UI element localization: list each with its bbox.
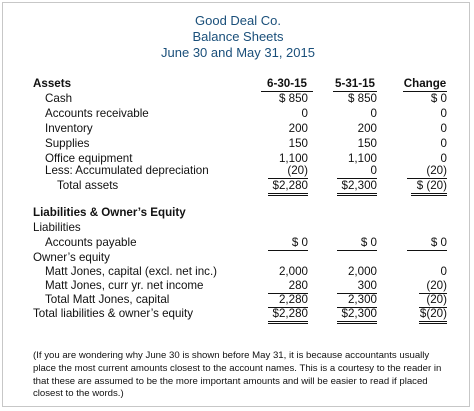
liabilities-equity-heading: Liabilities & Owner’s Equity [33, 206, 186, 219]
accounts-payable-6-30: $ 0 [268, 235, 308, 251]
total-liabilities-equity-row [3, 306, 473, 321]
asset-value-change: $ (20) [411, 178, 447, 196]
column-header-5-31-15: 5-31-15 [333, 76, 377, 92]
equity-value-change: (20) [419, 292, 447, 308]
equity-value-5-31: 2,300 [337, 292, 377, 308]
asset-label: Supplies [45, 137, 90, 150]
asset-value-change: 0 [440, 152, 447, 165]
asset-value-5-31: 150 [357, 137, 377, 150]
equity-row [3, 292, 473, 307]
asset-row [3, 163, 473, 178]
owners-equity-label-row [3, 250, 473, 265]
asset-value-change: 0 [440, 137, 447, 150]
liabilities-label-row [3, 220, 473, 235]
asset-label: Total assets [57, 179, 119, 192]
asset-value-6-30: 0 [301, 107, 308, 120]
liabilities-heading-row [3, 205, 473, 220]
asset-value-change: $ 0 [430, 92, 447, 105]
asset-value-6-30: $ 850 [278, 92, 308, 105]
asset-value-5-31: $2,300 [337, 178, 377, 196]
asset-value-5-31: 1,100 [347, 152, 377, 165]
liabilities-label: Liabilities [33, 221, 81, 234]
accounts-payable-row [3, 235, 473, 250]
equity-value-change: 0 [440, 265, 447, 278]
asset-value-5-31: 0 [337, 163, 377, 179]
owners-equity-label: Owner’s equity [33, 251, 110, 264]
equity-row [3, 264, 473, 279]
equity-value-6-30: 2,280 [268, 292, 308, 308]
accounts-payable-change: $ 0 [407, 235, 447, 251]
asset-value-change: 0 [440, 107, 447, 120]
equity-value-5-31: 300 [337, 278, 377, 294]
explanatory-note: (If you are wondering why June 30 is shown before May 31, it is because accountants usually place the most current amounts closest to the account names. This is a courtesy to the reader in that these are assumed to be the more important amounts and will be easier to read if placed closest to the words.) [33, 350, 442, 400]
assets-heading: Assets [33, 77, 72, 90]
total-liabilities-equity-change: $(20) [419, 306, 447, 324]
asset-value-6-30: 200 [288, 122, 308, 135]
asset-value-5-31: 200 [357, 122, 377, 135]
statement-dates: June 30 and May 31, 2015 [161, 45, 315, 60]
equity-row [3, 278, 473, 293]
company-name: Good Deal Co. [195, 13, 281, 28]
asset-row [3, 106, 473, 121]
balance-sheet-panel [2, 2, 470, 407]
equity-value-6-30: 2,000 [278, 265, 308, 278]
asset-row [3, 121, 473, 136]
asset-value-6-30: (20) [268, 163, 308, 179]
asset-label: Accounts receivable [45, 107, 149, 120]
asset-value-6-30: $2,280 [268, 178, 308, 196]
asset-value-6-30: 150 [288, 137, 308, 150]
equity-label: Total Matt Jones, capital [45, 293, 170, 306]
asset-label: Less: Accumulated depreciation [45, 164, 209, 177]
accounts-payable-label: Accounts payable [45, 236, 137, 249]
asset-value-5-31: $ 850 [347, 92, 377, 105]
column-header-change: Change [403, 77, 447, 90]
total-liabilities-equity-6-30: $2,280 [268, 306, 308, 324]
equity-value-change: (20) [419, 278, 447, 294]
asset-row [3, 178, 473, 193]
asset-value-change: 0 [440, 122, 447, 135]
asset-row [3, 91, 473, 106]
equity-value-6-30: 280 [268, 278, 308, 294]
column-header-6-30-15: 6-30-15 [261, 76, 313, 92]
statement-title: Balance Sheets [192, 29, 284, 44]
total-liabilities-equity-label: Total liabilities & owner’s equity [33, 307, 194, 320]
accounts-payable-5-31: $ 0 [337, 235, 377, 251]
equity-label: Matt Jones, curr yr. net income [45, 279, 204, 292]
asset-value-6-30: 1,100 [278, 152, 308, 165]
equity-value-5-31: 2,000 [347, 265, 377, 278]
asset-value-5-31: 0 [370, 107, 377, 120]
assets-header-row [3, 76, 473, 91]
equity-label: Matt Jones, capital (excl. net inc.) [45, 265, 218, 278]
asset-label: Inventory [45, 122, 93, 135]
asset-row [3, 136, 473, 151]
asset-label: Office equipment [45, 152, 133, 165]
statement-header [3, 13, 473, 61]
asset-label: Cash [45, 92, 73, 105]
total-liabilities-equity-5-31: $2,300 [337, 306, 377, 324]
asset-value-change: (20) [407, 163, 447, 179]
